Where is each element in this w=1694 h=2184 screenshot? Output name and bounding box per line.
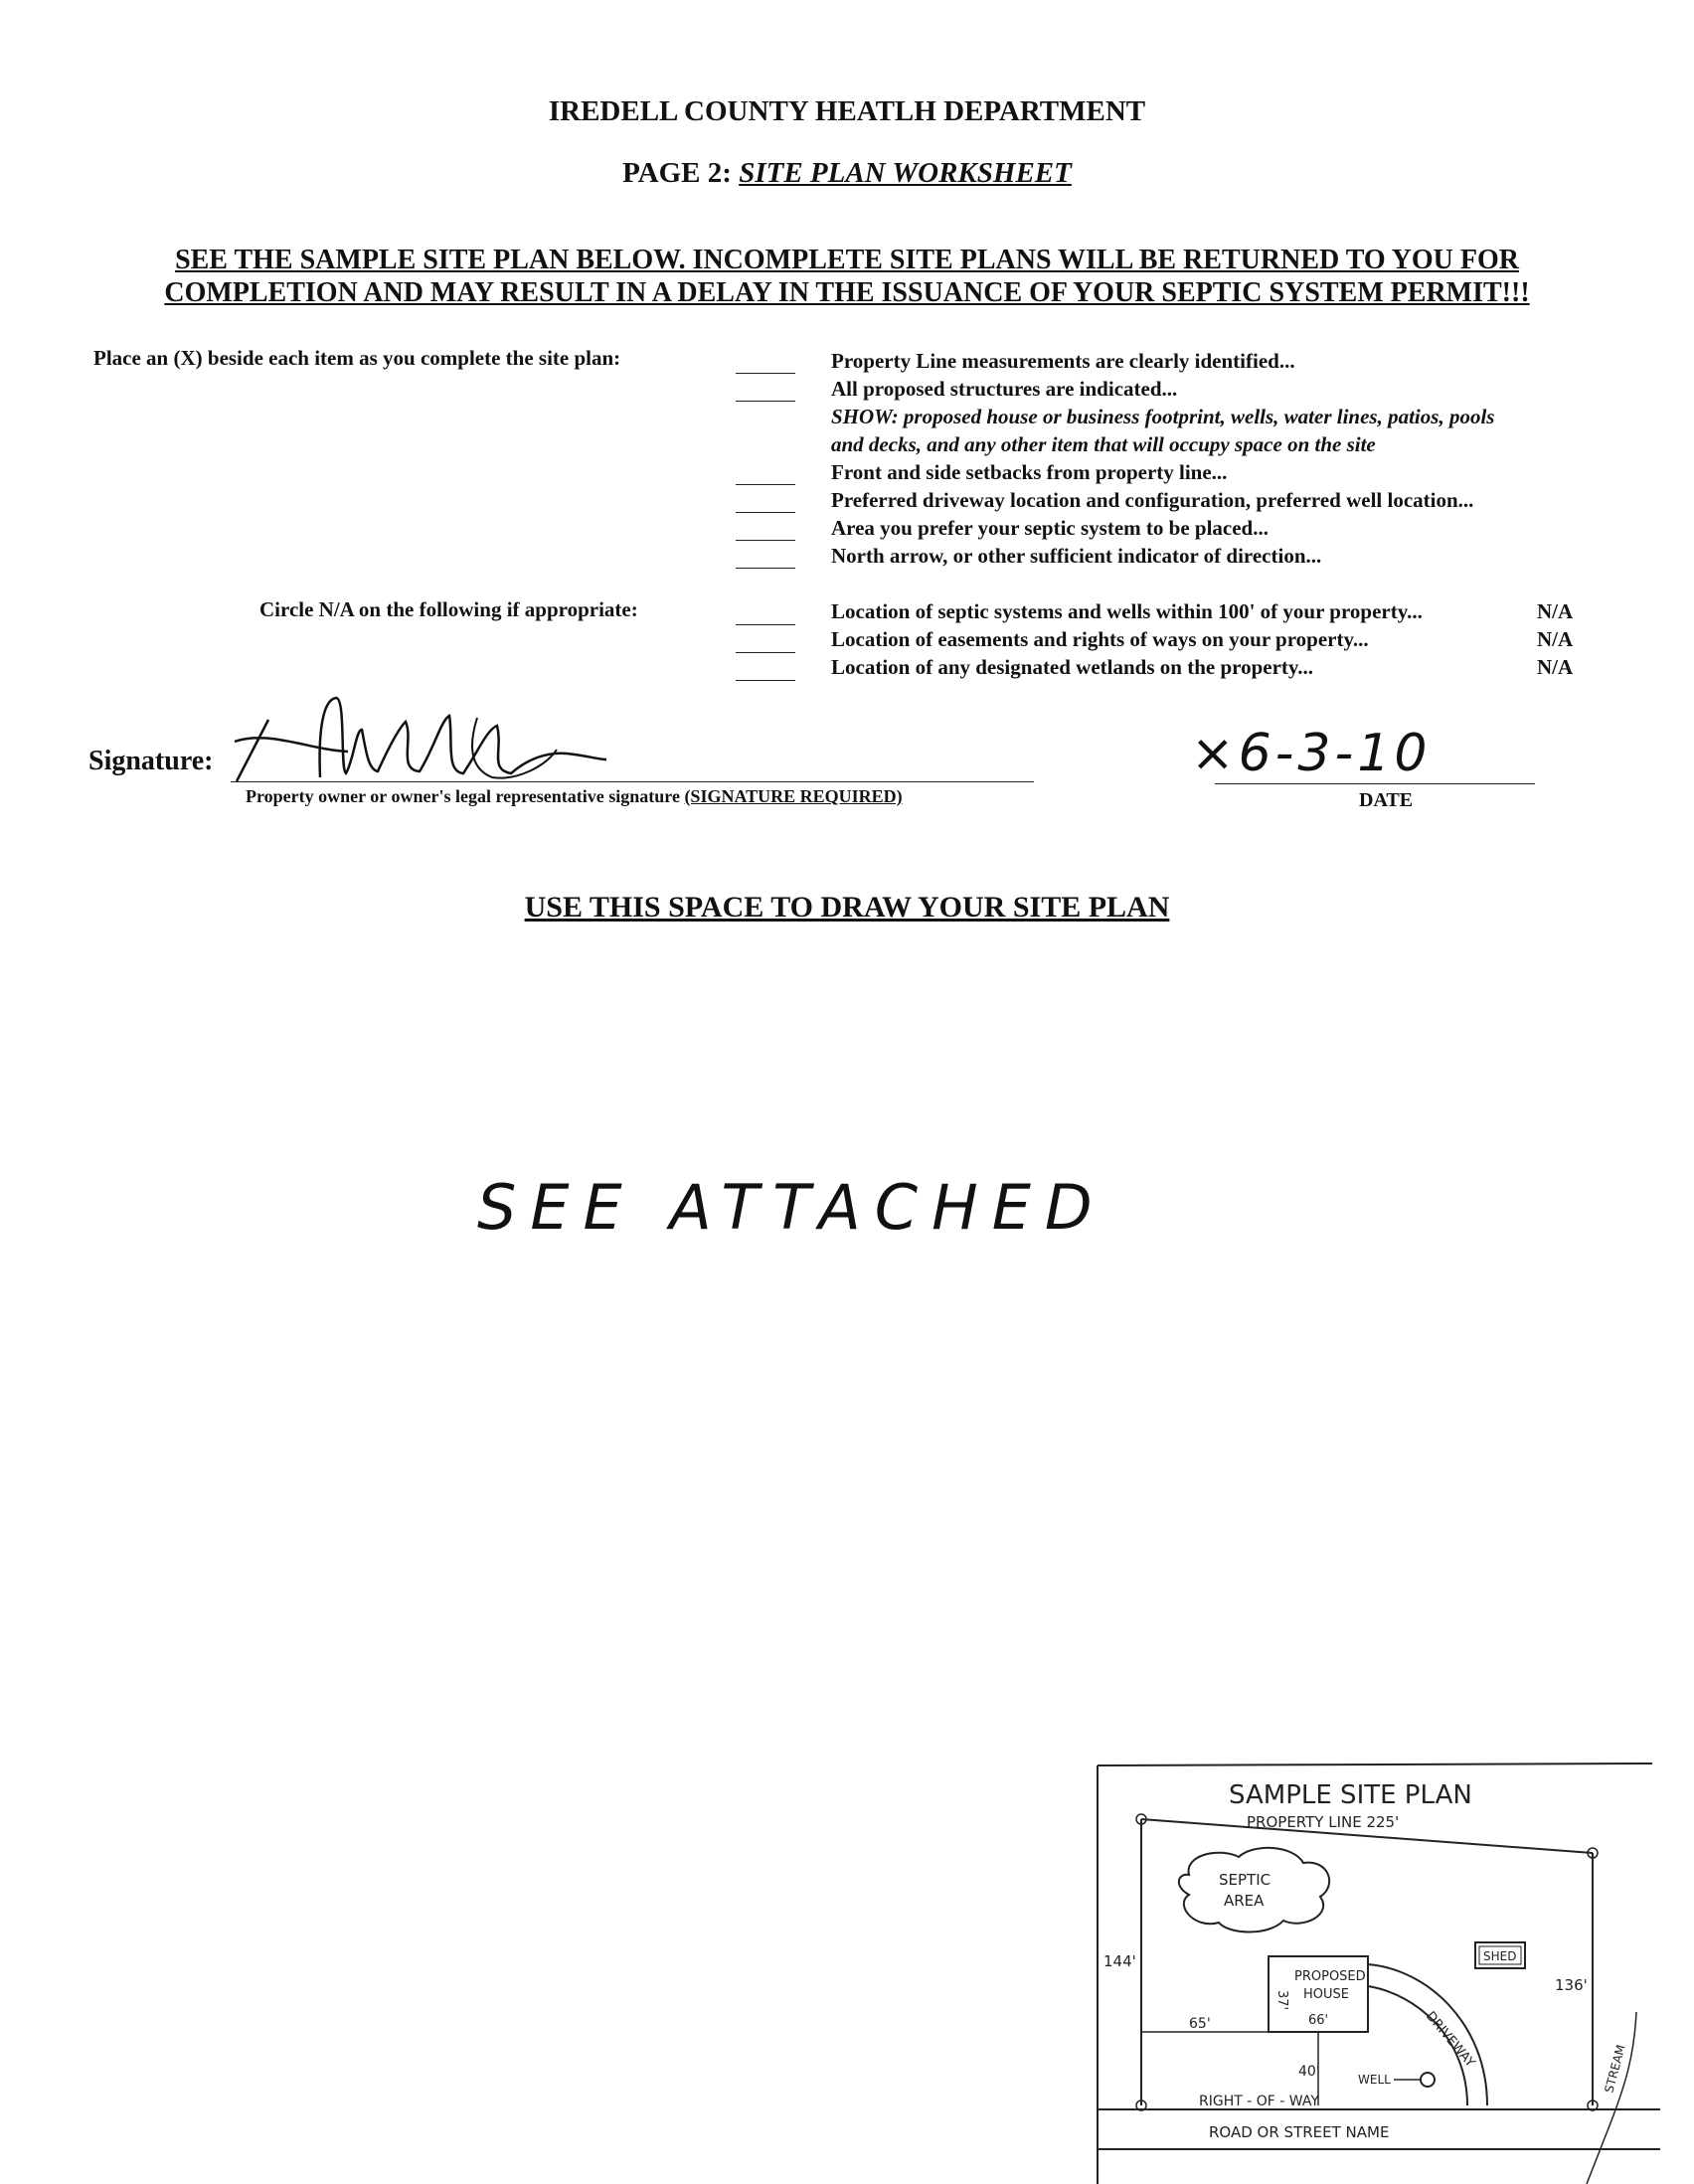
signature-caption (246, 786, 903, 807)
house-width-label: 66' (1308, 2013, 1329, 2028)
page-title (0, 157, 1694, 190)
handwritten-note: SEE ATTACHED (477, 1171, 1106, 1244)
septic-area-label-2: AREA (1224, 1892, 1265, 1910)
checkbox-blank[interactable] (736, 540, 795, 541)
draw-area-title: USE THIS SPACE TO DRAW YOUR SITE PLAN (524, 891, 1170, 924)
well-label: WELL (1358, 2073, 1391, 2087)
right-of-way-label: RIGHT - OF - WAY (1199, 2094, 1319, 2109)
house-label: PROPOSED (1294, 1969, 1366, 1984)
checklist-item: All proposed structures are indicated... (831, 377, 1178, 401)
checkbox-blank[interactable] (736, 652, 795, 653)
checkbox-blank[interactable] (736, 484, 795, 485)
na-option[interactable]: N/A (1537, 655, 1574, 679)
checklist-item: Area you prefer your septic system to be placed... (831, 516, 1269, 540)
left-dimension: 144' (1103, 1952, 1136, 1970)
house-depth-label: 37' (1274, 1990, 1289, 2011)
warning-line-1: SEE THE SAMPLE SITE PLAN BELOW. INCOMPLETE SITE PLANS WILL BE RETURNED TO YOU FOR (175, 245, 1519, 275)
signature-caption-text: Property owner or owner's legal representative signature (246, 786, 685, 806)
house-label-2: HOUSE (1303, 1987, 1349, 2002)
stream-label: STREAM (1602, 2043, 1628, 2095)
sample-site-plan (1090, 1756, 1660, 2184)
checklist-item: Property Line measurements are clearly identified... (831, 349, 1295, 373)
checkbox-blank[interactable] (736, 568, 795, 569)
side-setback-label: 65' (1189, 2016, 1211, 2032)
checkbox-blank[interactable] (736, 401, 795, 402)
checklist-item: Preferred driveway location and configuration, preferred well location... (831, 488, 1474, 512)
na-item: Location of any designated wetlands on the property... (831, 655, 1313, 679)
checkbox-blank[interactable] (736, 512, 795, 513)
signature-scribble (229, 690, 626, 789)
checkbox-blank[interactable] (736, 373, 795, 374)
checklist-item-note: SHOW: proposed house or business footprint, wells, water lines, patios, pools (831, 405, 1495, 428)
date-value: ×6-3-10 (1191, 724, 1432, 783)
checkbox-blank[interactable] (736, 680, 795, 681)
page-subtitle: SITE PLAN WORKSHEET (739, 157, 1072, 189)
na-option[interactable]: N/A (1537, 627, 1574, 651)
na-option[interactable]: N/A (1537, 599, 1574, 623)
na-item: Location of easements and rights of ways on your property... (831, 627, 1369, 651)
checklist-item: North arrow, or other sufficient indicator of direction... (831, 544, 1322, 568)
signature-label: Signature: (88, 746, 214, 776)
right-dimension: 136' (1555, 1976, 1588, 1994)
na-instruction: Circle N/A on the following if appropriate: (259, 597, 638, 621)
septic-area-label: SEPTIC (1219, 1871, 1271, 1889)
shed-label: SHED (1483, 1949, 1517, 1963)
date-label: DATE (1359, 789, 1414, 811)
checklist-instruction: Place an (X) beside each item as you complete the site plan: (93, 346, 621, 370)
na-item: Location of septic systems and wells within 100' of your property... (831, 599, 1423, 623)
page-prefix: PAGE 2: (622, 157, 740, 189)
department-title: IREDELL COUNTY HEATLH DEPARTMENT (548, 95, 1146, 127)
driveway-label: DRIVEWAY (1422, 2008, 1478, 2071)
date-line[interactable] (1215, 783, 1535, 784)
property-line-label: PROPERTY LINE 225' (1247, 1813, 1400, 1831)
sample-plan-title: SAMPLE SITE PLAN (1229, 1780, 1472, 1810)
warning-line-2: COMPLETION AND MAY RESULT IN A DELAY IN THE ISSUANCE OF YOUR SEPTIC SYSTEM PERMIT!!! (164, 277, 1530, 308)
front-setback-label: 40' (1298, 2064, 1320, 2080)
checklist-item-note: and decks, and any other item that will occupy space on the site (831, 432, 1376, 456)
checkbox-blank[interactable] (736, 624, 795, 625)
road-label: ROAD OR STREET NAME (1209, 2123, 1390, 2141)
signature-required: (SIGNATURE REQUIRED) (684, 786, 903, 806)
checklist-item: Front and side setbacks from property line... (831, 460, 1228, 484)
